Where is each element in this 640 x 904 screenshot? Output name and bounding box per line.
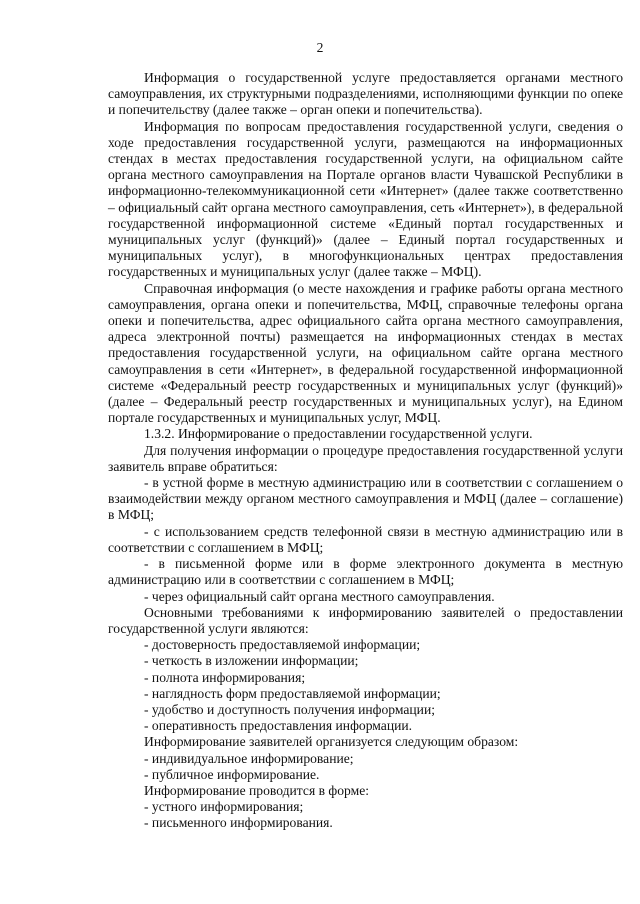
paragraph-main-requirements: Основными требованиями к информированию заявителей о предоставлении государственной услуги являются:: [108, 604, 623, 636]
list-item-convenience: - удобство и доступность получения информации;: [144, 701, 435, 717]
list-item-official-site: - через официальный сайт органа местного самоуправления.: [144, 588, 495, 604]
list-item-clarity: - четкость в изложении информации;: [144, 653, 359, 669]
document-body: [108, 70, 623, 832]
paragraph-applicant-may-apply: Для получения информации о процедуре предоставления государственной услуги заявитель вправе обратиться:: [108, 442, 623, 474]
paragraph-reference-info: Справочная информация (о месте нахождения и графике работы органа местного самоуправления, органа опеки и попечительства, МФЦ, справочные телефоны органа опеки и попечительства, адрес официального сайта органа местного самоуправления, адреса электронной почты) размещается на информационных стендах в местах предоставления государственной услуги, на официальном сайте органа местного самоуправления в сети «Интернет», в федеральной государственной информационной системе «Федеральный реестр государственных и муниципальных услуг (функций)» (далее – Федеральный реестр государственных и муниципальных услуг), на Едином портале государственных и муниципальных услуг, МФЦ.: [108, 280, 623, 426]
list-item-visual-forms: - наглядность форм предоставляемой информации;: [144, 685, 441, 701]
paragraph-info-provided-by: Информация о государственной услуге предоставляется органами местного самоуправления, их структурными подразделениями, исполняющими функции по опеке и попечительству (далее также – орган опеки и попечительства).: [108, 70, 623, 118]
list-item-telephone: - с использованием средств телефонной связи в местную администрацию или в соответствии с соглашением в МФЦ;: [108, 523, 623, 555]
list-item-promptness: - оперативность предоставления информации.: [144, 718, 413, 734]
paragraph-informing-form: Информирование проводится в форме:: [144, 782, 370, 798]
section-heading-1-3-2: 1.3.2. Информирование о предоставлении государственной услуги.: [144, 426, 533, 442]
list-item-completeness: - полнота информирования;: [144, 669, 306, 685]
list-item-written-form: - в письменной форме или в форме электронного документа в местную администрацию или в соответствии с соглашением в МФЦ;: [108, 556, 623, 588]
list-item-reliability: - достоверность предоставляемой информации;: [144, 637, 421, 653]
list-item-written-informing: - письменного информирования.: [144, 815, 333, 831]
paragraph-info-placement: Информация по вопросам предоставления государственной услуги, сведения о ходе предоставления государственной услуги, размещаются на информационных стендах в местах предоставления государственной услуги, на официальном сайте органа местного самоуправления на Портале органов власти Чувашской Республики в информационно-телекоммуникационной сети «Интернет» (далее также соответственно – официальный сайт органа местного самоуправления, сеть «Интернет»), в федеральной государственной информационной системе «Единый портал государственных и муниципальных услуг (функций)» (далее – Единый портал государственных и муниципальных услуг), в многофункциональных центрах предоставления государственных и муниципальных услуг (далее также – МФЦ).: [108, 118, 623, 280]
list-item-public: - публичное информирование.: [144, 766, 320, 782]
list-item-individual: - индивидуальное информирование;: [144, 750, 354, 766]
list-item-oral-informing: - устного информирования;: [144, 799, 304, 815]
paragraph-informing-organized: Информирование заявителей организуется следующим образом:: [144, 734, 519, 750]
list-item-oral-form: - в устной форме в местную администрацию или в соответствии с соглашением о взаимодействии между органом местного самоуправления и МФЦ (далее – соглашение) в МФЦ;: [108, 475, 623, 523]
page-number: 2: [316, 40, 324, 55]
